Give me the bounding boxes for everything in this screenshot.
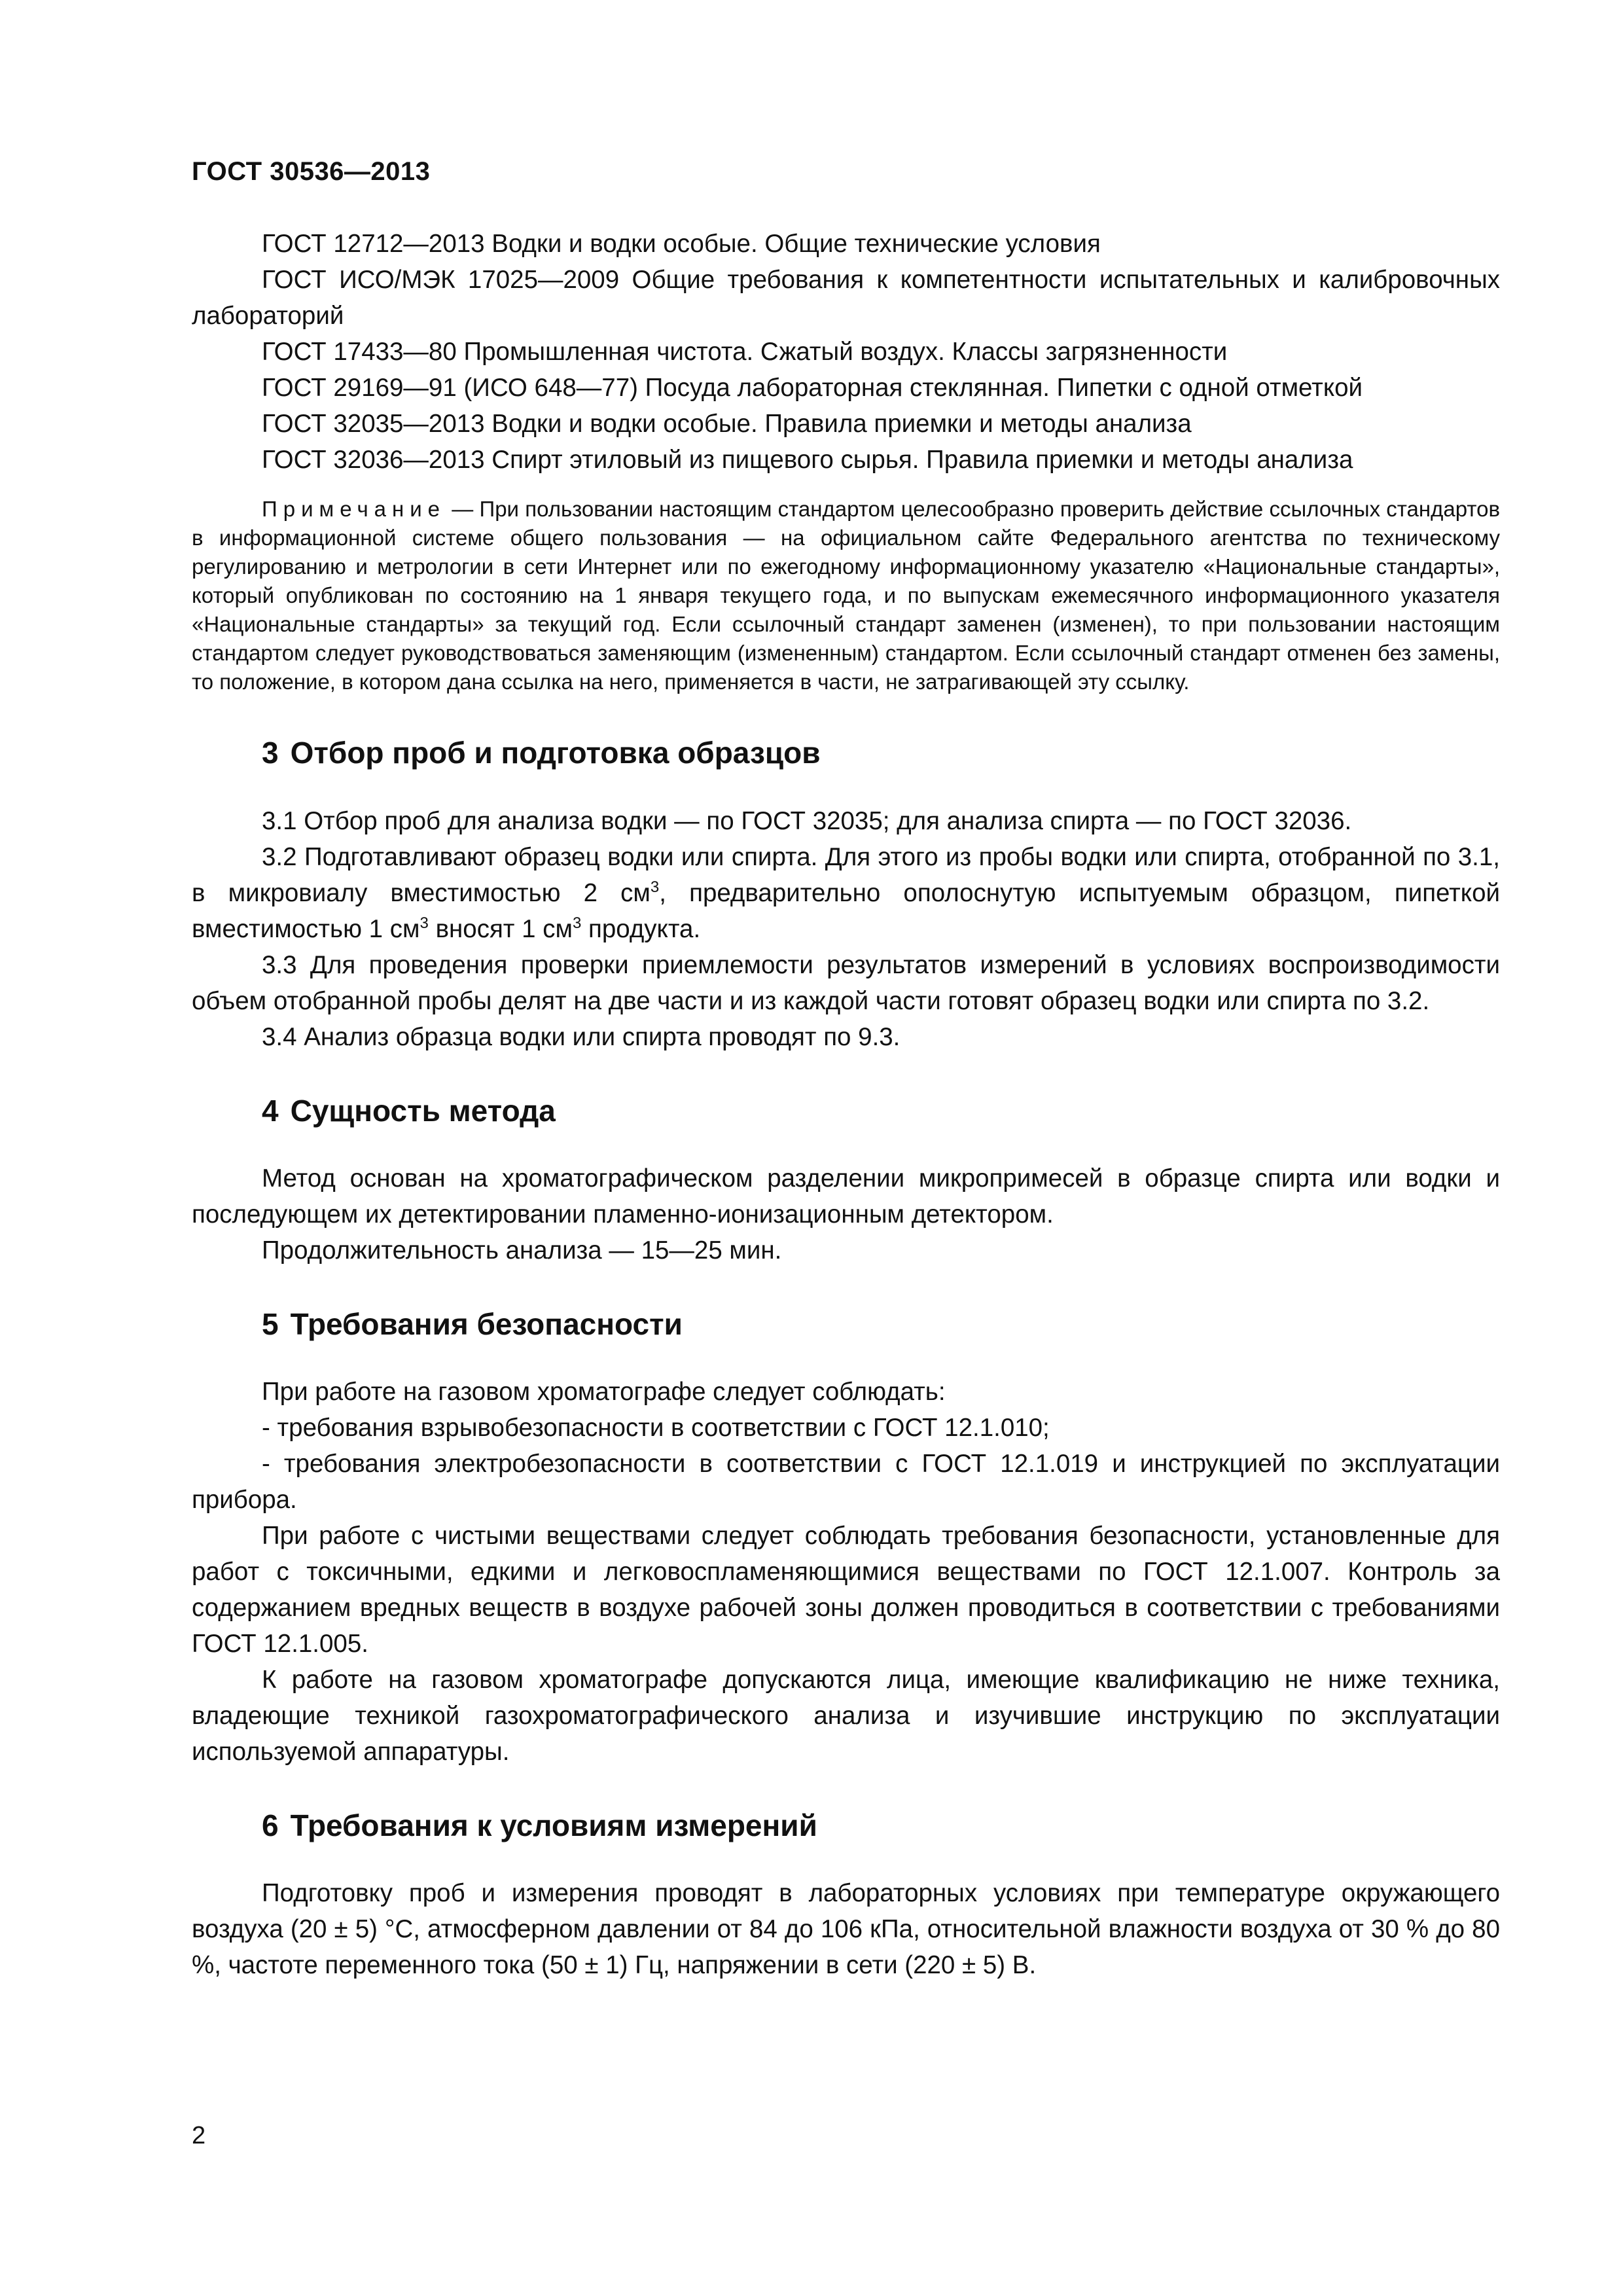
section-4-body	[192, 1160, 1500, 1268]
list-item: - требования электробезопасности в соответствии с ГОСТ 12.1.019 и инструкцией по эксплуатации прибора.	[192, 1450, 1500, 1514]
paragraph: 3.1 Отбор проб для анализа водки — по ГОСТ 32035; для анализа спирта — по ГОСТ 32036.	[262, 807, 1352, 835]
section-heading-6	[192, 1807, 1500, 1844]
paragraph: При работе с чистыми веществами следует соблюдать требования безопасности, установленные для работ с токсичными, едкими и легковоспламеняющимися веществами по ГОСТ 12.1.007. Контроль за содержанием вредных веществ в воздухе рабочей зоны должен проводиться в соответствии с требованиями ГОСТ 12.1.005.	[192, 1522, 1500, 1658]
section-6-body	[192, 1875, 1500, 1983]
section-5-body	[192, 1374, 1500, 1770]
note-text: — При пользовании настоящим стандартом целесообразно проверить действие ссылочных стандартов в информационной системе общего пользования — на официальном сайте Федерального агентства по техническому регулированию и метрологии в сети Интернет или по ежегодному информационному указателю «Национальные стандарты», который опубликован по состоянию на 1 января текущего года, и по выпускам ежемесячного информационного указателя «Национальные стандарты» за текущий год. Если ссылочный стандарт заменен (изменен), то при пользовании настоящим стандартом следует руководствоваться заменяющим (измененным) стандартом. Если ссылочный стандарт отменен без замены, то положение, в котором дана ссылка на него, применяется в части, не затрагивающей эту ссылку.	[192, 497, 1500, 694]
section-title: Сущность метода	[290, 1094, 556, 1128]
document-body	[192, 226, 1500, 1983]
reference-item: ГОСТ 29169—91 (ИСО 648—77) Посуда лабораторная стеклянная. Пипетки с одной отметкой	[262, 374, 1363, 402]
paragraph: К работе на газовом хроматографе допускаются лица, имеющие квалификацию не ниже техника, владеющие техникой газохроматографического анализа и изучившие инструкцию по эксплуатации используемой аппаратуры.	[192, 1666, 1500, 1766]
section-number: 3	[262, 736, 279, 770]
paragraph: Метод основан на хроматографическом разделении микропримесей в образце спирта или водки и последующем их детектировании пламенно-ионизационным детектором.	[192, 1164, 1500, 1229]
section-heading-5	[192, 1306, 1500, 1342]
reference-item: ГОСТ 12712—2013 Водки и водки особые. Общие технические условия	[262, 230, 1101, 258]
references-list	[192, 226, 1500, 478]
paragraph: 3.3 Для проведения проверки приемлемости результатов измерений в условиях воспроизводимости объем отобранной пробы делят на две части и из каждой части готовят образец водки или спирта по 3.2.	[192, 951, 1500, 1015]
paragraph: Продолжительность анализа — 15—25 мин.	[262, 1236, 782, 1265]
list-item: - требования взрывобезопасности в соответствии с ГОСТ 12.1.010;	[262, 1414, 1050, 1442]
paragraph: Подготовку проб и измерения проводят в лабораторных условиях при температуре окружающего воздуха (20 ± 5) °С, атмосферном давлении от 84 до 106 кПа, относительной влажности воздуха от 30 % до 80 %, частоте переменного тока (50 ± 1) Гц, напряжении в сети (220 ± 5) В.	[192, 1879, 1500, 1979]
section-heading-3	[192, 734, 1500, 771]
section-title: Требования безопасности	[290, 1307, 683, 1341]
page-number: 2	[192, 2122, 206, 2149]
note-paragraph	[192, 495, 1500, 696]
section-3-body	[192, 803, 1500, 1055]
section-number: 4	[262, 1094, 279, 1128]
section-title: Отбор проб и подготовка образцов	[290, 736, 821, 770]
document-id: ГОСТ 30536—2013	[192, 157, 431, 186]
section-number: 5	[262, 1307, 279, 1341]
paragraph: 3.2 Подготавливают образец водки или спирта. Для этого из пробы водки или спирта, отобранной по 3.1, в микровиалу вместимостью 2 $см^3$, предварительно ополоснутую испытуемым образцом, пипеткой вместимостью 1 $см^3$ вносят 1 $см^3$ продукта.	[192, 843, 1501, 943]
reference-item: ГОСТ 32035—2013 Водки и водки особые. Правила приемки и методы анализа	[262, 410, 1192, 438]
reference-item: ГОСТ ИСО/МЭК 17025—2009 Общие требования к компетентности испытательных и калибровочных лабораторий	[192, 266, 1500, 330]
reference-item: ГОСТ 17433—80 Промышленная чистота. Сжатый воздух. Классы загрязненности	[262, 338, 1228, 366]
paragraph: При работе на газовом хроматографе следует соблюдать:	[262, 1378, 946, 1406]
paragraph: 3.4 Анализ образца водки или спирта проводят по 9.3.	[262, 1023, 901, 1051]
reference-item: ГОСТ 32036—2013 Спирт этиловый из пищевого сырья. Правила приемки и методы анализа	[262, 446, 1353, 474]
section-heading-4	[192, 1092, 1500, 1129]
section-number: 6	[262, 1808, 279, 1842]
section-title: Требования к условиям измерений	[290, 1808, 817, 1842]
note-label: Примечание	[262, 497, 446, 521]
